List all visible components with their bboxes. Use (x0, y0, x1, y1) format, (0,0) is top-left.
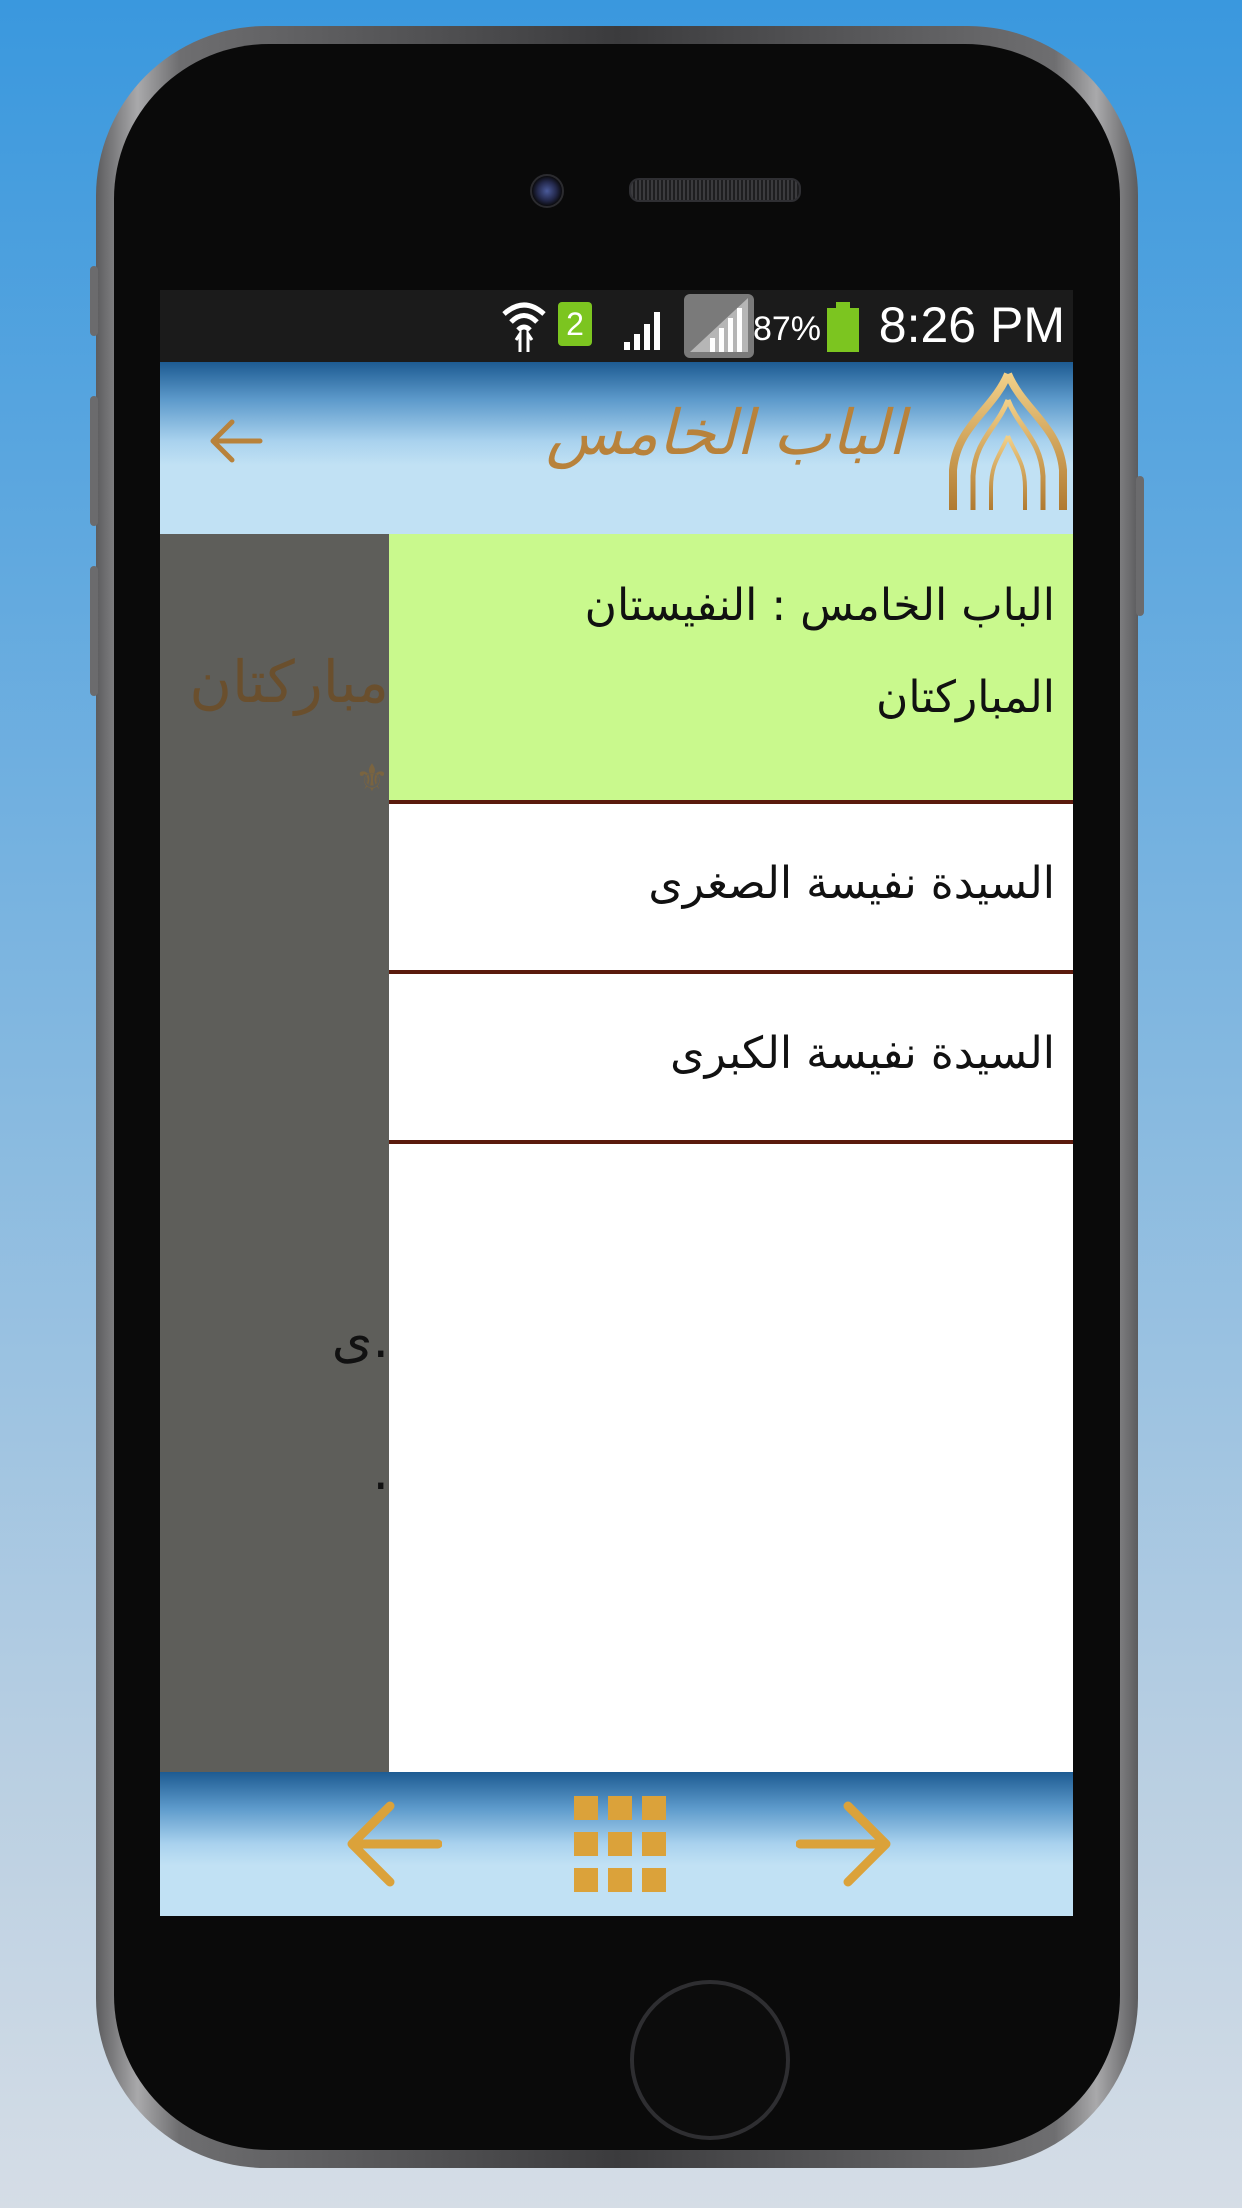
next-arrow-icon[interactable] (796, 1794, 892, 1898)
signal-icon-2 (684, 294, 754, 362)
front-camera (530, 174, 564, 208)
drawer-item-label: السيدة نفيسة الكبرى (670, 1028, 1055, 1079)
signal-icon (622, 304, 670, 356)
drawer-item-chapter-five[interactable] (389, 534, 1073, 804)
background-text-fragment-2: . (372, 1442, 389, 1502)
volume-up-button (90, 396, 98, 526)
battery-icon (827, 302, 859, 352)
home-button[interactable] (630, 1980, 790, 2140)
background-text-fragment-1: ى. (331, 1310, 389, 1370)
power-button (1136, 476, 1144, 616)
silent-switch (90, 266, 98, 336)
sim-badge: 2 (558, 302, 592, 346)
drawer-item-label-line2: المباركتان (876, 672, 1055, 723)
navigation-drawer (389, 534, 1073, 1772)
drawer-item-nafisa-kubra[interactable] (389, 974, 1073, 1144)
wifi-icon (500, 296, 548, 358)
bottom-navigation (160, 1772, 1073, 1916)
status-bar (160, 290, 1073, 362)
back-arrow-icon[interactable] (208, 416, 264, 470)
drawer-item-label: السيدة نفيسة الصغرى (648, 858, 1055, 909)
background-title-fragment: مباركتان (189, 648, 389, 716)
dome-logo-icon (943, 370, 1073, 524)
volume-down-button (90, 566, 98, 696)
drawer-scrim[interactable] (160, 534, 389, 1772)
grid-menu-icon[interactable] (572, 1794, 668, 1898)
earpiece-speaker (629, 178, 801, 202)
previous-arrow-icon[interactable] (346, 1794, 442, 1898)
battery-percent: 87% (752, 310, 821, 348)
app-header (160, 362, 1073, 534)
ornament-icon: ⚜ (354, 756, 389, 800)
page-title: الباب الخامس (545, 396, 905, 469)
drawer-item-label: الباب الخامس : النفيستان (584, 580, 1055, 631)
status-time: 8:26 PM (878, 297, 1065, 353)
drawer-item-nafisa-sughra[interactable] (389, 804, 1073, 974)
app-screen (160, 290, 1073, 1916)
